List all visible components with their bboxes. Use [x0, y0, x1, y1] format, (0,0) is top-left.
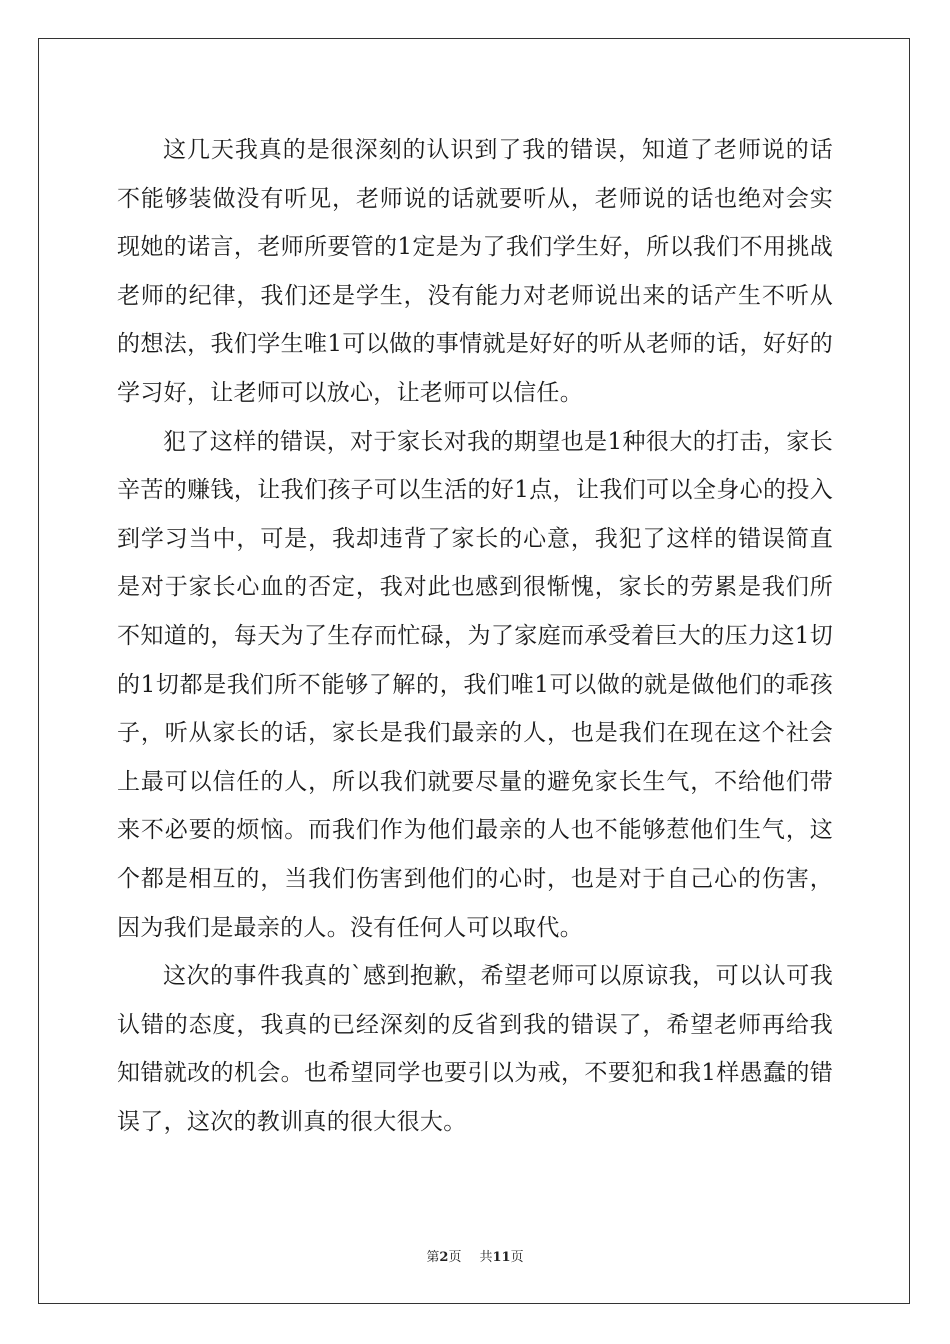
- total-suffix: 页: [510, 1250, 524, 1265]
- paragraph-1: 这几天我真的是很深刻的认识到了我的错误，知道了老师说的话不能够装做没有听见，老师说的话就要听从，老师说的话也绝对会实现她的诺言，老师所要管的1定是为了我们学生好，所以我们不用挑战老师的纪律，我们还是学生，没有能力对老师说出来的话产生不听从的想法，我们学生唯1可以做的事情就是好好的听从老师的话，好好的学习好，让老师可以放心，让老师可以信任。: [117, 137, 833, 406]
- document-body: [117, 126, 833, 1146]
- page-total: 11: [492, 1250, 511, 1265]
- total-prefix: 共: [479, 1250, 493, 1265]
- page-current: 2: [439, 1250, 449, 1265]
- page-suffix: 页: [448, 1250, 462, 1265]
- paragraph-2: 犯了这样的错误，对于家长对我的期望也是1种很大的打击，家长辛苦的赚钱，让我们孩子可以生活的好1点，让我们可以全身心的投入到学习当中，可是，我却违背了家长的心意，我犯了这样的错误简直是对于家长心血的否定，我对此也感到很惭愧，家长的劳累是我们所不知道的，每天为了生存而忙碌，为了家庭而承受着巨大的压力这1切的1切都是我们所不能够了解的，我们唯1可以做的就是做他们的乖孩子，听从家长的话，家长是我们最亲的人，也是我们在现在这个社会上最可以信任的人，所以我们就要尽量的避免家长生气，不给他们带来不必要的烦恼。而我们作为他们最亲的人也不能够惹他们生气，这个都是相互的，当我们伤害到他们的心时，也是对于自己心的伤害，因为我们是最亲的人。没有任何人可以取代。: [117, 428, 833, 941]
- paragraph-3: 这次的事件我真的`感到抱歉，希望老师可以原谅我，可以认可我认错的态度，我真的已经深刻的反省到我的错误了，希望老师再给我知错就改的机会。也希望同学也要引以为戒，不要犯和我1样愚蠢的错误了，这次的教训真的很大很大。: [117, 963, 833, 1135]
- page-prefix: 第: [426, 1250, 440, 1265]
- page-footer: [0, 1246, 950, 1265]
